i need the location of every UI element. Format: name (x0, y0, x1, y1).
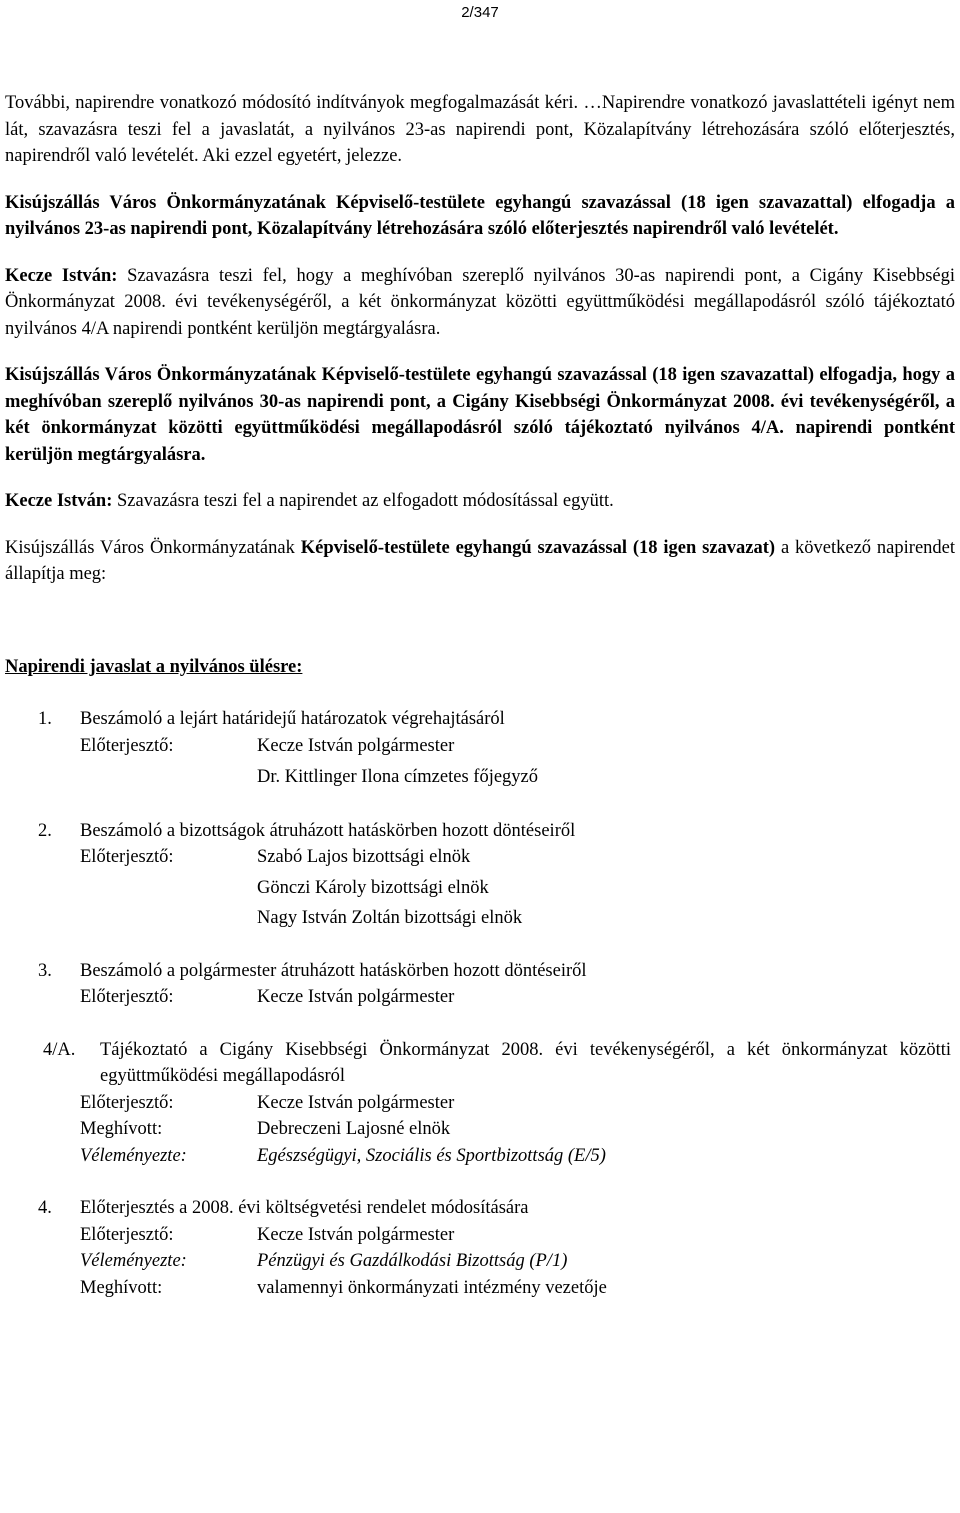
item-value: Szabó Lajos bizottsági elnök (257, 847, 471, 867)
item-label: Előterjesztő: (80, 1224, 174, 1245)
item-value: Kecze István polgármester (257, 1092, 455, 1113)
item-number: 4/A. (43, 1039, 76, 1060)
item-label: Előterjesztő: (80, 847, 174, 867)
item-value: Pénzügyi és Gazdálkodási Bizottság (P/1) (257, 1251, 568, 1271)
speaker-name: Kecze István: (5, 491, 113, 511)
item-label: Véleményezte: (80, 1251, 187, 1271)
item-value: Debreczeni Lajosné elnök (257, 1119, 451, 1139)
resolution-3-subject: Kisújszállás Város Önkormányzatának (5, 537, 301, 558)
speaker-text: Szavazásra teszi fel, hogy a meghívóban szereplő nyilvános 30-as napirendi pont, a Cigány Kisebbségi Önkormányzat 2008. évi tevékenységéről, a két önkormányzat közötti együttműködési megállapodásról szóló tájékoztató nyilvános 4/A napirendi pontként kerüljön megtárgyalásra. (5, 265, 955, 339)
resolution-3-rest: a következő napirendet állapítja meg: (5, 537, 956, 584)
item-value: Nagy István Zoltán bizottsági elnök (257, 908, 523, 928)
item-title: Beszámoló a polgármester átruházott hatáskörben hozott döntéseiről (80, 960, 587, 981)
page-number: 2/347 (461, 4, 499, 21)
paragraph-speaker-2 (5, 488, 955, 515)
item-value: Gönczi Károly bizottsági elnök (257, 877, 489, 898)
item-label: Előterjesztő: (80, 987, 174, 1007)
resolution-1: Kisújszállás Város Önkormányzatának Képviselő-testülete egyhangú szavazással (18 igen szavazattal) elfogadja a nyilvános 23-as napirendi pont, Közalapítvány létrehozására szóló előterjesztés napirendről való levételét. (5, 192, 955, 239)
item-value: Dr. Kittlinger Ilona címzetes főjegyző (257, 767, 539, 787)
agenda-item (5, 818, 955, 932)
resolution-2: Kisújszállás Város Önkormányzatának Képviselő-testülete egyhangú szavazással (18 igen szavazattal) elfogadja, hogy a meghívóban szereplő nyilvános 30-as napirendi pont, a Cigány Kisebbségi Önkormányzat 2008. évi tevékenységéről, a két önkormányzat közötti együttműködési megállapodásról szóló tájékoztató nyilvános 4/A. napirendi pontként kerüljön megtárgyalásra. (5, 365, 955, 465)
agenda-item (5, 1037, 955, 1170)
agenda-item (5, 958, 955, 1011)
item-label (80, 764, 257, 791)
item-title: Beszámoló a bizottságok átruházott hatáskörben hozott döntéseiről (80, 820, 576, 841)
item-number: 1. (38, 709, 52, 729)
resolution-3-bold: Képviselő-testülete egyhangú szavazással (18 igen szavazat) (300, 537, 776, 558)
item-title: Beszámoló a lejárt határidejű határozatok végrehajtásáról (80, 709, 505, 729)
agenda-item (5, 706, 955, 791)
item-value: Kecze István polgármester (257, 1224, 455, 1245)
item-label (80, 905, 257, 932)
agenda-item (5, 1195, 955, 1301)
item-value: Egészségügyi, Szociális és Sportbizottság (E/5) (257, 1145, 606, 1166)
document-body (5, 90, 955, 1301)
item-title: Előterjesztés a 2008. évi költségvetési rendelet módosítására (80, 1198, 529, 1218)
item-label: Előterjesztő: (80, 1092, 174, 1113)
item-label (80, 875, 257, 902)
item-value: valamennyi önkormányzati intézmény vezetője (257, 1277, 607, 1298)
item-value: Kecze István polgármester (257, 735, 455, 756)
item-number: 2. (38, 820, 52, 841)
speaker-text: Szavazásra teszi fel a napirendet az elfogadott módosítással együtt. (112, 491, 614, 511)
speaker-name: Kecze István: (5, 265, 118, 286)
resolution-3 (5, 535, 955, 588)
item-value: Kecze István polgármester (257, 987, 455, 1007)
agenda-heading: Napirendi javaslat a nyilvános ülésre: (5, 656, 303, 677)
item-label: Véleményezte: (80, 1145, 187, 1166)
item-label: Meghívott: (80, 1119, 163, 1139)
paragraph-motion-intro: További, napirendre vonatkozó módosító indítványok megfogalmazását kéri. …Napirendre vonatkozó javaslattételi igényt nem lát, szavazásra teszi fel a javaslatát, a nyilvános 23-as napirendi pont, Közalapítvány létrehozására szóló előterjesztés, napirendről való levételét. Aki ezzel egyetért, jelezze. (5, 93, 955, 166)
paragraph-speaker-1 (5, 263, 955, 343)
item-label: Meghívott: (80, 1277, 163, 1298)
item-number: 4. (38, 1198, 52, 1218)
item-label: Előterjesztő: (80, 735, 174, 756)
item-title: Tájékoztató a Cigány Kisebbségi Önkormányzat 2008. évi tevékenységéről, a két önkormányzat közötti együttműködési megállapodásról (100, 1039, 951, 1086)
item-number: 3. (38, 960, 52, 981)
